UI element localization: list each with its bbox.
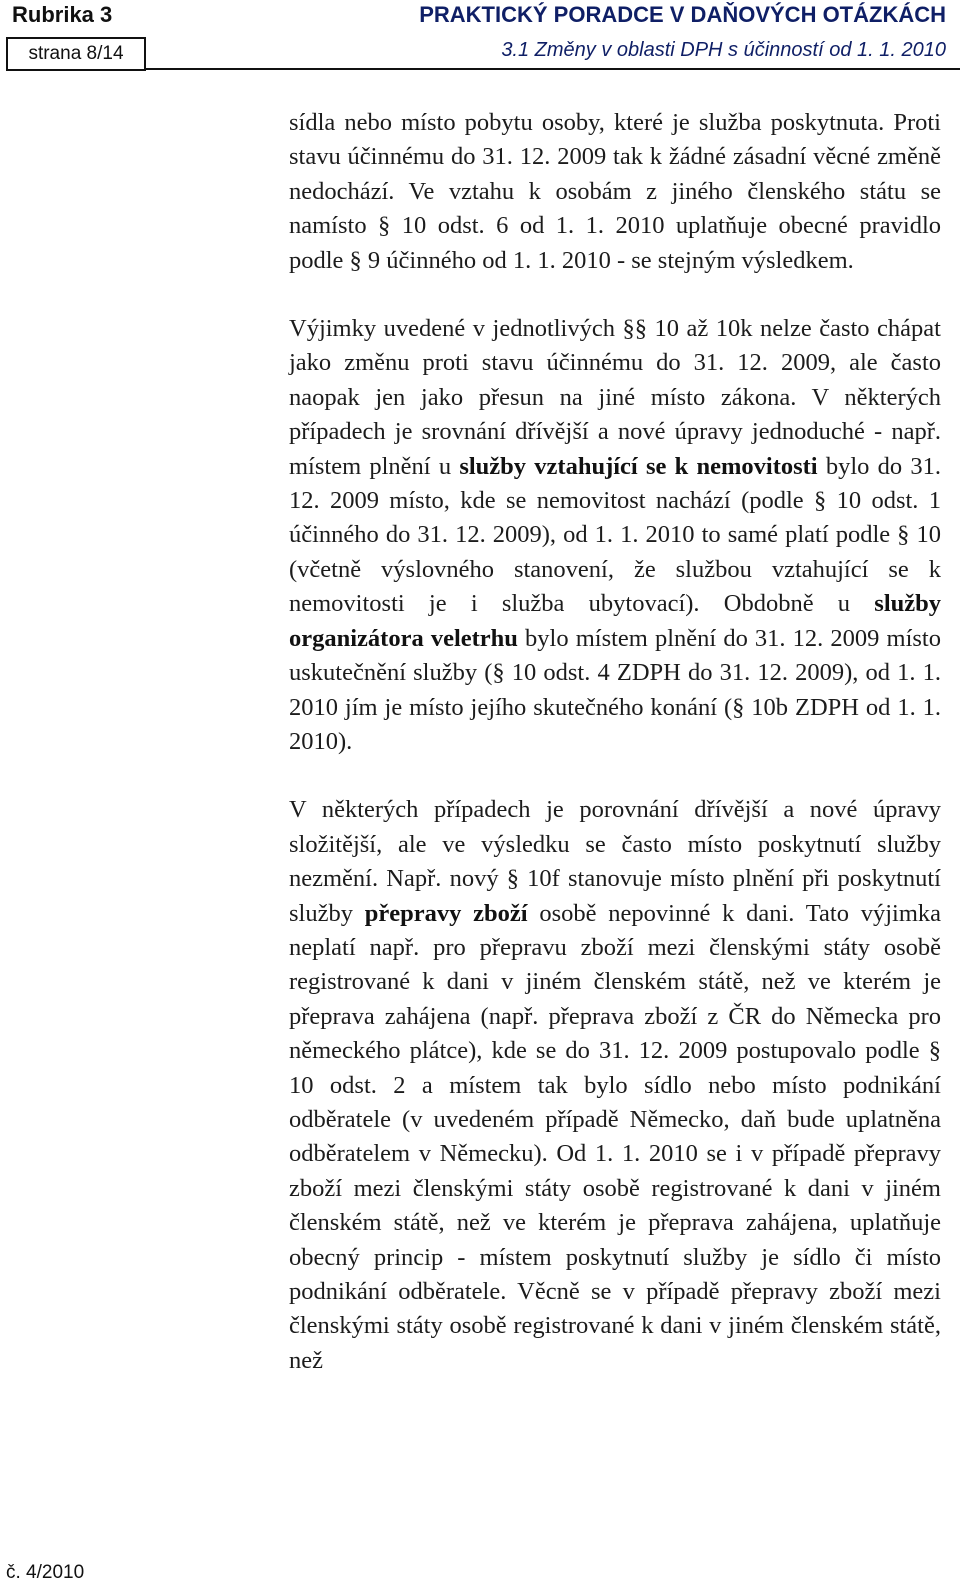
paragraph-1: sídla nebo místo pobytu osoby, které je služba poskytnuta. Proti stavu účinnému do 31. 12. 2009 tak k žádné zásadní věcné změně nedochází. Ve vztahu k osobám z jiného členského státu se namísto § 10 odst. 6 od 1. 1. 2010 uplatňuje obecné pravidlo podle § 9 účinného od 1. 1. 2010 - se stejným výsledkem. [289,109,941,274]
header-divider [146,68,960,70]
paragraph-2-bold-1: služby vztahující se k nemovitosti [459,452,818,480]
paragraph-3-text-2: osobě nepovinné k dani. Tato výjimka neplatí např. pro přepravu zboží mezi členskými státy osobě registrované k dani v jiném členském státě, než ve kterém je přeprava zahájena (např. přeprava zboží z ČR do Německa pro německého plátce), kde se do 31. 12. 2009 postupovalo podle § 10 odst. 2 a místem tak bylo sídlo nebo místo podnikání odběratele (v uvedeném případě Německo, daň bude uplatněna odběratelem v Německu). Od 1. 1. 2010 se i v případě přepravy zboží mezi členskými státy osobě registrované k dani v jiném členském státě, než ve kterém je přeprava zahájena, uplatňuje obecný princip - místem poskytnutí služby je sídlo či místo podnikání odběratele. Věcně se v případě přepravy zboží mezi členskými státy osobě registrované k dani v jiném členském státě, než [289,899,942,1374]
page-number-box: strana 8/14 [6,37,146,71]
paragraph-3 [289,793,941,1378]
paragraph-2-text-3: bylo místem plnění do 31. 12. 2009 místo uskutečnění služby (§ 10 odst. 4 ZDPH do 31. 12. 2009), od 1. 1. 2010 jím je místo jejího skutečného konání (§ 10b ZDPH od 1. 1. 2010). [289,624,941,755]
issue-number: č. 4/2010 [6,1562,85,1583]
paragraph-2-text-1: Výjimky uvedené v jednotlivých §§ 10 až 10k nelze často chápat jako změnu proti stavu účinnému do 31. 12. 2009, ale často naopak jen jako přesun na jiné místo zákona. V některých případech je srovnání dřívější a nové úpravy jednoduché - např. místem plnění u [289,315,941,480]
paragraph-3-text-1: V některých případech je porovnání dřívější a nové úpravy složitější, ale ve výsledku se často místo poskytnutí služby nezmění. Např. nový § 10f stanovuje místo plnění při poskytnutí služby [289,796,941,927]
page-header [0,0,960,70]
paragraph-2 [289,312,941,759]
paragraph-2-text-2: bylo do 31. 12. 2009 místo, kde se nemovitost nachází (podle § 10 odst. 1 účinného do 31. 12. 2009), od 1. 1. 2010 to samé platí podle § 10 (včetně výslovného stanovení, že službou vztahující se k nemovitosti je i služba ubytovací). Obdobně u [289,452,942,618]
publication-title: PRAKTICKÝ PORADCE V DAŇOVÝCH OTÁZKÁCH [419,2,946,27]
paragraph-2-bold-2: služby organizátora veletrhu [289,590,941,652]
article-body [289,106,941,1378]
section-subtitle: 3.1 Změny v oblasti DPH s účinností od 1. 1. 2010 [501,39,946,61]
paragraph-3-bold-1: přepravy zboží [364,899,528,927]
rubrika-label: Rubrika 3 [12,2,113,27]
